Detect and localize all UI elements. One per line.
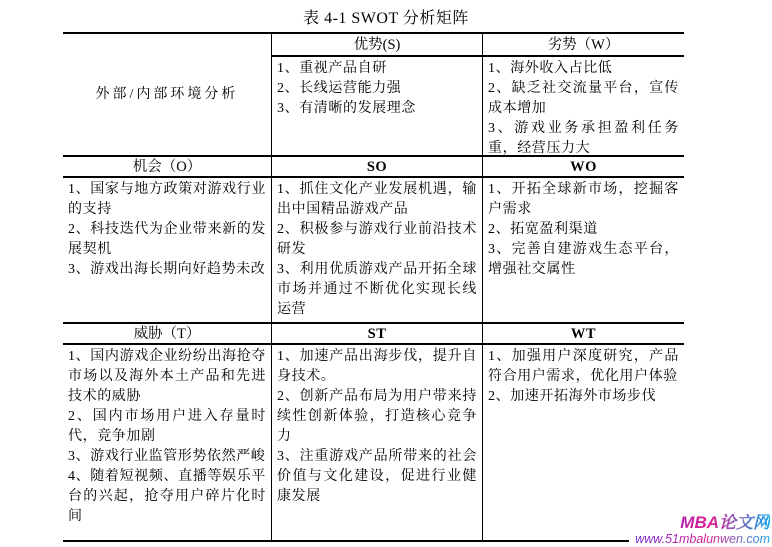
threats-cell: [63, 345, 272, 540]
list-item: 1、国家与地方政策对游戏行业的支持: [68, 182, 266, 217]
list-item: 1、加速产品出海步伐，提升自身技术。: [277, 349, 477, 384]
wt-strategies-cell: [483, 345, 684, 540]
list-item: 2、创新产品布局为用户带来持续性创新体验，打造核心竞争力: [277, 389, 477, 444]
list-item: 1、开拓全球新市场，挖掘客户需求: [488, 182, 679, 217]
st-strategies-cell: [272, 345, 483, 540]
table-caption: 表 4-1 SWOT 分析矩阵: [303, 10, 469, 27]
list-item: 2、加速开拓海外市场步伐: [488, 389, 657, 404]
wo-strategies-cell: [483, 178, 684, 324]
strengths-cell: [272, 57, 483, 157]
list-item: 1、抓住文化产业发展机遇，输出中国精品游戏产品: [277, 182, 477, 217]
weaknesses-header-cell: 劣势（W）: [483, 34, 684, 57]
list-item: 3、游戏行业监管形势依然严峻: [68, 449, 266, 464]
wt-header-cell: WT: [483, 324, 684, 345]
wo-header-cell: WO: [483, 157, 684, 178]
list-item: 3、完善自建游戏生态平台，增强社交属性: [488, 242, 679, 277]
list-item: 1、国内游戏企业纷纷出海抢夺市场以及海外本土产品和先进技术的威胁: [68, 349, 266, 404]
list-item: 4、随着短视频、直播等娱乐平台的兴起，抢夺用户碎片化时间: [68, 469, 266, 524]
list-item: 2、拓宽盈利渠道: [488, 222, 598, 237]
watermark-site-url: www.51mbalunwen.com: [635, 532, 770, 546]
so-strategies-cell: [272, 178, 483, 324]
list-item: 3、游戏出海长期向好趋势未改: [68, 262, 266, 277]
threats-header-cell: 威胁（T）: [63, 324, 272, 345]
list-item: 3、注重游戏产品所带来的社会价值与文化建设，促进行业健康发展: [277, 449, 477, 504]
weaknesses-cell: [483, 57, 684, 157]
list-item: 1、重视产品自研: [277, 61, 387, 76]
list-item: 3、利用优质游戏产品开拓全球市场并通过不断优化实现长线运营: [277, 262, 477, 317]
site-watermark: [629, 513, 771, 546]
list-item: 2、科技迭代为企业带来新的发展契机: [68, 222, 266, 257]
opportunities-header-cell: 机会（O）: [63, 157, 272, 178]
list-item: 1、加强用户深度研究，产品符合用户需求，优化用户体验: [488, 349, 679, 384]
watermark-site-name: MBA论文网: [635, 514, 770, 532]
list-item: 3、有清晰的发展理念: [277, 101, 416, 116]
strengths-header-cell: 优势(S): [272, 34, 483, 57]
st-header-cell: ST: [272, 324, 483, 345]
list-item: 2、国内市场用户进入存量时代，竞争加剧: [68, 409, 266, 444]
list-item: 3、游戏业务承担盈利任务重，经营压力大: [488, 121, 679, 156]
list-item: 2、积极参与游戏行业前沿技术研发: [277, 222, 477, 257]
list-item: 2、缺乏社交流量平台，宣传成本增加: [488, 81, 679, 116]
list-item: 2、长线运营能力强: [277, 81, 402, 96]
swot-table: [63, 32, 684, 542]
corner-cell: 外部/内部环境分析: [63, 34, 272, 157]
list-item: 1、海外收入占比低: [488, 61, 613, 76]
opportunities-cell: [63, 178, 272, 324]
so-header-cell: SO: [272, 157, 483, 178]
